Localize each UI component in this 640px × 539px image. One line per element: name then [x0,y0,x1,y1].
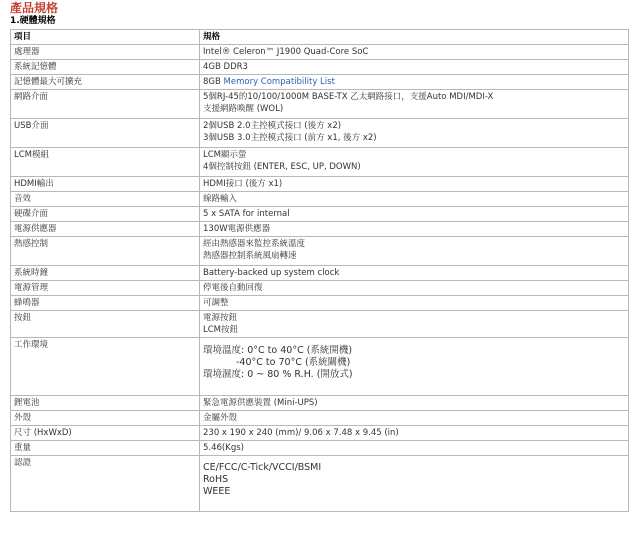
row-label: 處理器 [11,45,200,60]
table-row [11,75,629,90]
value-line: WEEE [203,486,231,497]
table-header-row [11,30,629,45]
value-line: RoHS [203,474,229,485]
row-value [200,207,629,222]
table-row [11,456,629,512]
value-line: Battery-backed up system clock [203,268,340,278]
row-label: 外殼 [11,411,200,426]
row-label: USB介面 [11,119,200,148]
table-row [11,60,629,75]
row-value [200,281,629,296]
row-value [200,456,629,512]
table-row [11,148,629,177]
table-row [11,411,629,426]
value-line: 5 x SATA for internal [203,209,290,219]
value-line: 230 x 190 x 240 (mm)/ 9.06 x 7.48 x 9.45 (in) [203,428,399,438]
table-row [11,281,629,296]
value-line: 5個RJ-45的10/100/1000M BASE-TX 乙太網路接口，支援Auto MDI/MDI-X [203,92,494,102]
row-label: 蜂鳴器 [11,296,200,311]
table-row [11,207,629,222]
value-line: 熱感器控制系統風扇轉速 [203,251,297,261]
row-label: 工作環境 [11,338,200,396]
row-value [200,296,629,311]
table-row [11,338,629,396]
value-line: 停電後自動回復 [203,283,263,293]
row-value [200,441,629,456]
value-line: 可調整 [203,298,229,308]
row-value [200,60,629,75]
row-value [200,411,629,426]
table-row [11,119,629,148]
value-line: 支援網路喚醒 (WOL) [203,104,284,114]
row-value [200,222,629,237]
table-row [11,222,629,237]
row-value [200,119,629,148]
row-value [200,148,629,177]
value-line: 電源按鈕 [203,313,238,323]
row-label: 按鈕 [11,311,200,338]
row-value [200,237,629,266]
row-label: 尺寸 (HxWxD) [11,426,200,441]
page-title: 產品規格 [10,1,59,15]
value-line: 環境濕度: 0 ~ 80 % R.H. (開放式) [203,369,353,380]
column-header-spec: 規格 [200,30,629,45]
value-line: LCM顯示螢 [203,150,247,160]
row-value [200,90,629,119]
row-label: 電源管理 [11,281,200,296]
row-label: 音效 [11,192,200,207]
value-line: 5.46(Kgs) [203,443,244,453]
row-label: 網路介面 [11,90,200,119]
value-line: HDMI接口 (後方 x1) [203,179,283,189]
row-value [200,192,629,207]
row-value [200,396,629,411]
value-line: 4個控制按鈕 (ENTER, ESC, UP, DOWN) [203,162,361,172]
row-label: 重量 [11,441,200,456]
table-row [11,177,629,192]
row-label: 硬碟介面 [11,207,200,222]
column-header-item: 項目 [11,30,200,45]
row-label: 熱感控制 [11,237,200,266]
value-line: 環境溫度: 0°C to 40°C (系統開機) [203,345,353,356]
table-row [11,441,629,456]
value-line: CE/FCC/C-Tick/VCCI/BSMI [203,462,322,473]
row-value [200,45,629,60]
table-row [11,396,629,411]
value-line: Intel® Celeron™ J1900 Quad-Core SoC [203,47,369,57]
row-value [200,75,629,90]
value-line: 線路輸入 [203,194,238,204]
value-line: LCM按鈕 [203,325,239,335]
row-value [200,266,629,281]
table-row [11,266,629,281]
row-value [200,426,629,441]
value-line: 3個USB 3.0主控模式接口 (前方 x1, 後方 x2) [203,133,377,143]
table-row [11,45,629,60]
value-prefix: 8GB [203,77,224,87]
table-row [11,90,629,119]
value-line: 130W電源供應器 [203,224,271,234]
row-label: 鋰電池 [11,396,200,411]
row-label: HDMI輸出 [11,177,200,192]
value-line: 4GB DDR3 [203,62,248,72]
table-row [11,311,629,338]
value-line: 2個USB 2.0主控模式接口 (後方 x2) [203,121,342,131]
row-label: 系統時鐘 [11,266,200,281]
row-label: LCM模組 [11,148,200,177]
table-row [11,296,629,311]
memory-compatibility-link[interactable]: Memory Compatibility List [223,77,335,87]
row-label: 記憶體最大可擴充 [11,75,200,90]
row-value [200,338,629,396]
value-line: 緊急電源供應裝置 (Mini-UPS) [203,398,318,408]
table-row [11,192,629,207]
row-label: 系統記憶體 [11,60,200,75]
row-label: 電源供應器 [11,222,200,237]
value-line: -40°C to 70°C (系統關機) [236,357,351,368]
row-value [200,311,629,338]
spec-table [10,29,629,512]
value-line: 經由熱感器來監控系統溫度 [203,239,306,249]
table-row [11,426,629,441]
value-line: 金屬外殼 [203,413,238,423]
row-value [200,177,629,192]
section-title: 1.硬體規格 [10,16,56,26]
table-row [11,237,629,266]
row-label: 認證 [11,456,200,512]
